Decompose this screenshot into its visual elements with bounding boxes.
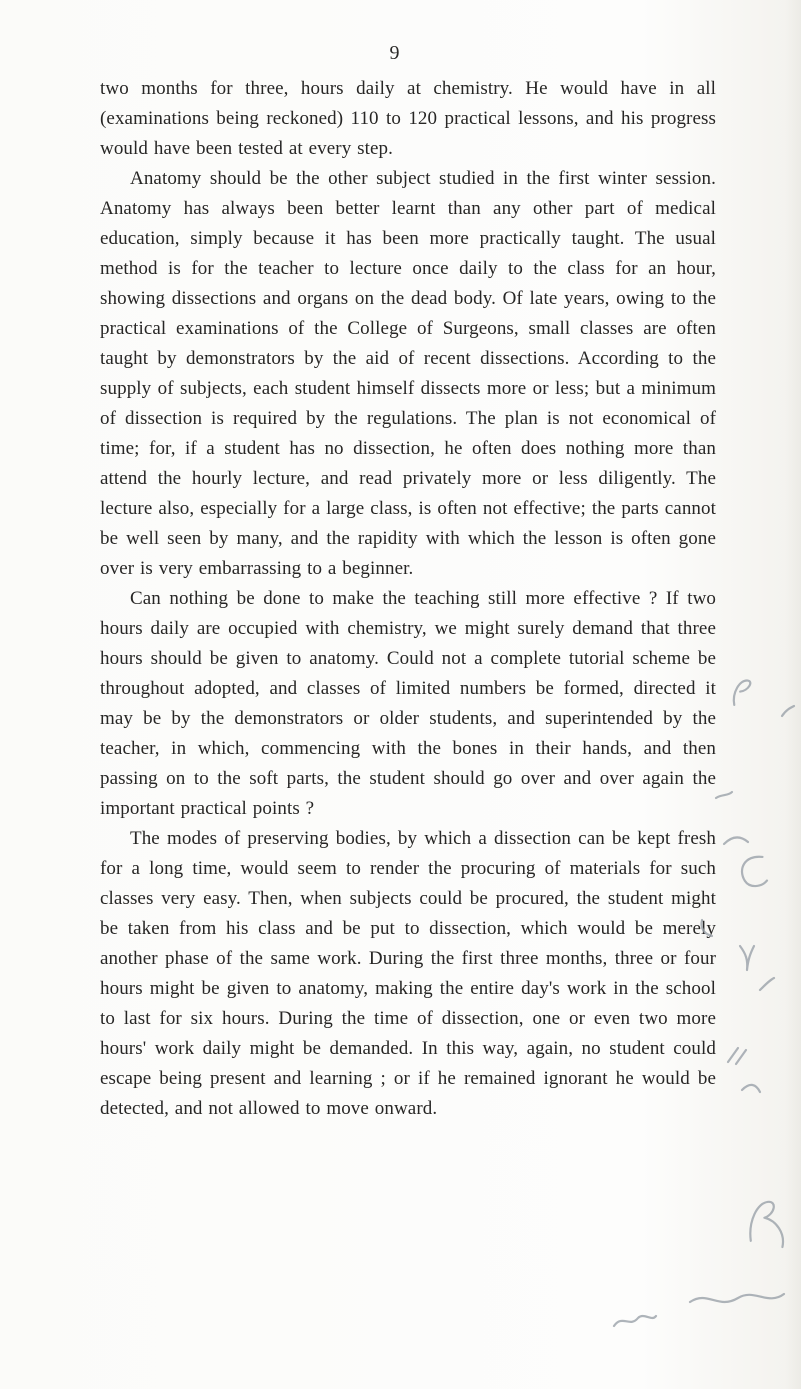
pencil-mark: [758, 976, 776, 992]
pencil-mark: [738, 944, 756, 972]
pencil-mark: [726, 1046, 748, 1066]
pencil-mark: [734, 850, 772, 893]
pencil-mark: [688, 1284, 788, 1320]
pencil-mark: [744, 1197, 792, 1252]
paragraph: The modes of preserving bodies, by which a dissection can be kept fresh for a long time, would seem to render the procuring of materials for such classes very easy. Then, when subjects could be procured, the student might be taken from his class and be put to dissection, which would be merely another phase of the same work. During the first three months, three or four hours might be given to anatomy, making the entire day's work in the school to last for six hours. During the time of dissection, one or even two more hours' work daily might be demanded. In this way, again, no student could escape being present and learning ; or if he remained ignorant he would be detected, and not allowed to move onward.: [100, 828, 716, 1119]
pencil-mark: [612, 1310, 658, 1332]
paragraph: Can nothing be done to make the teaching still more effective ? If two hours daily are occupied with chemistry, we might surely demand that three hours should be given to anatomy. Could not a complete tutorial scheme be throughout adopted, and classes of limited numbers be formed, directed it may be by the demonstrators or older students, and superintended by the teacher, in which, commencing with the bones in their hands, and then passing on to the soft parts, the student should go over and over again the important practical points ?: [100, 588, 716, 819]
pencil-mark: [740, 1080, 762, 1094]
page-number: 9: [389, 42, 401, 64]
paragraph: Anatomy should be the other subject studied in the first winter session. Anatomy has always been better learnt than any other part of medical education, simply because it has been more practically taught. The usual method is for the teacher to lecture once daily to the class for an hour, showing dissections and organs on the dead body. Of late years, owing to the practical examinations of the College of Surgeons, small classes are often taught by demonstrators by the aid of recent dissections. According to the supply of subjects, each student himself dissects more or less; but a minimum of dissection is required by the regulations. The plan is not economical of time; for, if a student has no dissection, he often does nothing more than attend the hourly lecture, and read privately more or less diligently. The lecture also, especially for a large class, is often not effective; the parts cannot be well seen by many, and the rapidity with which the lesson is often gone over is very embarrassing to a beginner.: [100, 168, 716, 579]
body-text: [100, 74, 716, 1124]
pencil-mark: [722, 832, 750, 846]
pencil-mark: [714, 790, 734, 800]
pencil-mark: [726, 674, 760, 712]
pencil-mark: [780, 704, 796, 718]
paragraph: two months for three, hours daily at chemistry. He would have in all (examinations being reckoned) 110 to 120 practical lessons, and his progress would have been tested at every step.: [100, 78, 716, 159]
